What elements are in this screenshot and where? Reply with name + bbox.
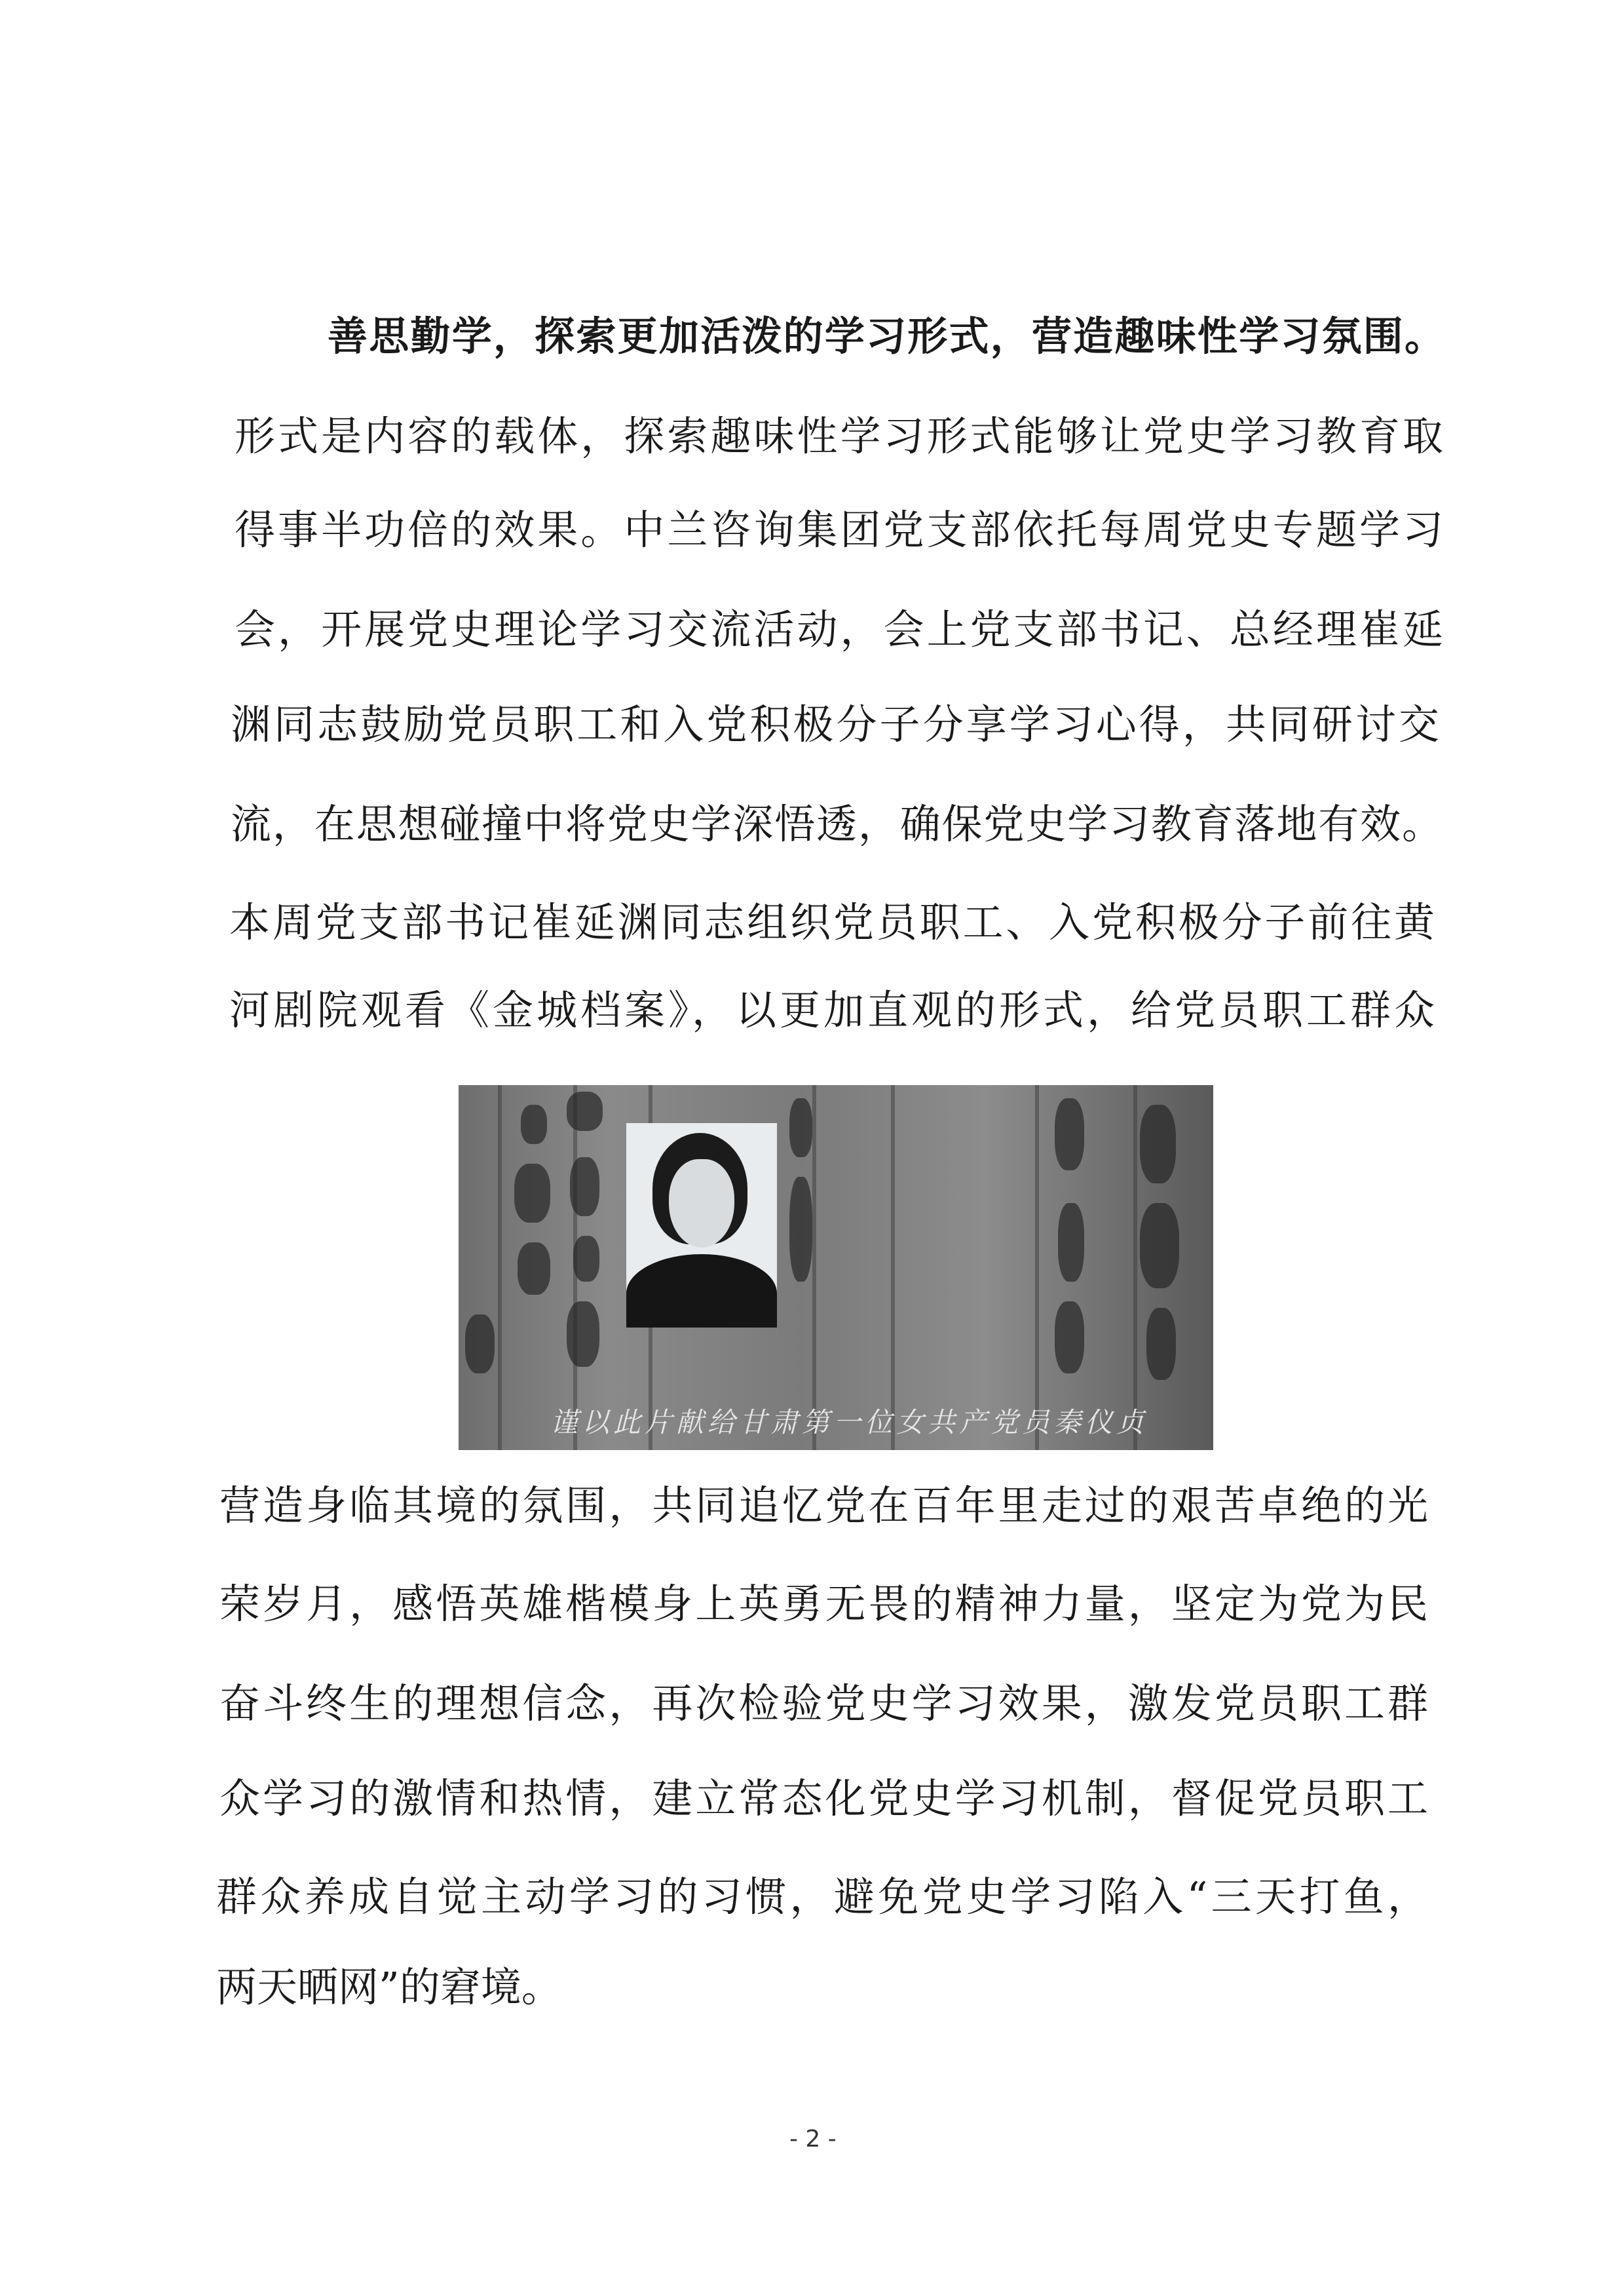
photo-caption: 谨以此片献给甘肃第一位女共产党员秦仪贞 (550, 1406, 1148, 1438)
calligraphy-stroke (567, 1301, 599, 1367)
text-line: 奋斗终生的理想信念，再次检验党史学习效果，激发党员职工群 (219, 1679, 1428, 1727)
section-heading: 善思勤学，探索更加活泼的学习形式，营造趣味性学习氛围。 (328, 313, 1445, 360)
calligraphy-stroke (1055, 1301, 1084, 1373)
text-line: 得事半功倍的效果。中兰咨询集团党支部依托每周党史专题学习 (235, 506, 1443, 554)
calligraphy-stroke (1140, 1105, 1176, 1183)
page-number: - 2 - (789, 2126, 837, 2152)
calligraphy-stroke (1140, 1203, 1179, 1288)
calligraphy-stroke (514, 1164, 550, 1223)
calligraphy-stroke (567, 1092, 603, 1131)
calligraphy-stroke (521, 1105, 547, 1144)
text-line: 众学习的激情和热情，建立常态化党史学习机制，督促党员职工 (219, 1774, 1428, 1822)
calligraphy-stroke (518, 1242, 550, 1295)
film-still-photo (459, 1085, 1213, 1450)
text-line: 荣岁月，感悟英雄楷模身上英勇无畏的精神力量，坚定为党为民 (219, 1580, 1428, 1628)
text-line: 流，在思想碰撞中将党史学深悟透，确保党史学习教育落地有效。 (231, 800, 1443, 848)
text-line: 会，开展党史理论学习交流活动，会上党支部书记、总经理崔延 (235, 605, 1443, 653)
portrait-image (626, 1123, 777, 1328)
text-line: 群众养成自觉主动学习的习惯，避免党史学习陷入“三天打鱼， (216, 1873, 1428, 1921)
text-line: 形式是内容的载体，探索趣味性学习形式能够让党史学习教育取 (235, 412, 1443, 460)
calligraphy-stroke (1146, 1308, 1176, 1380)
calligraphy-stroke (789, 1177, 812, 1282)
calligraphy-stroke (465, 1314, 495, 1373)
text-line: 河剧院观看《金城档案》，以更加直观的形式，给党员职工群众 (229, 986, 1435, 1034)
calligraphy-stroke (1058, 1203, 1084, 1282)
text-line: 本周党支部书记崔延渊同志组织党员职工、入党积极分子前往黄 (229, 898, 1435, 946)
text-line: 营造身临其境的氛围，共同追忆党在百年里走过的艰苦卓绝的光 (219, 1482, 1428, 1529)
calligraphy-stroke (573, 1236, 599, 1282)
calligraphy-stroke (570, 1157, 599, 1216)
text-line: 渊同志鼓励党员职工和入党积极分子分享学习心得，共同研讨交 (231, 700, 1439, 748)
calligraphy-stroke (789, 1098, 812, 1157)
text-line: 两天晒网”的窘境。 (216, 1963, 562, 2011)
calligraphy-stroke (1055, 1098, 1084, 1170)
